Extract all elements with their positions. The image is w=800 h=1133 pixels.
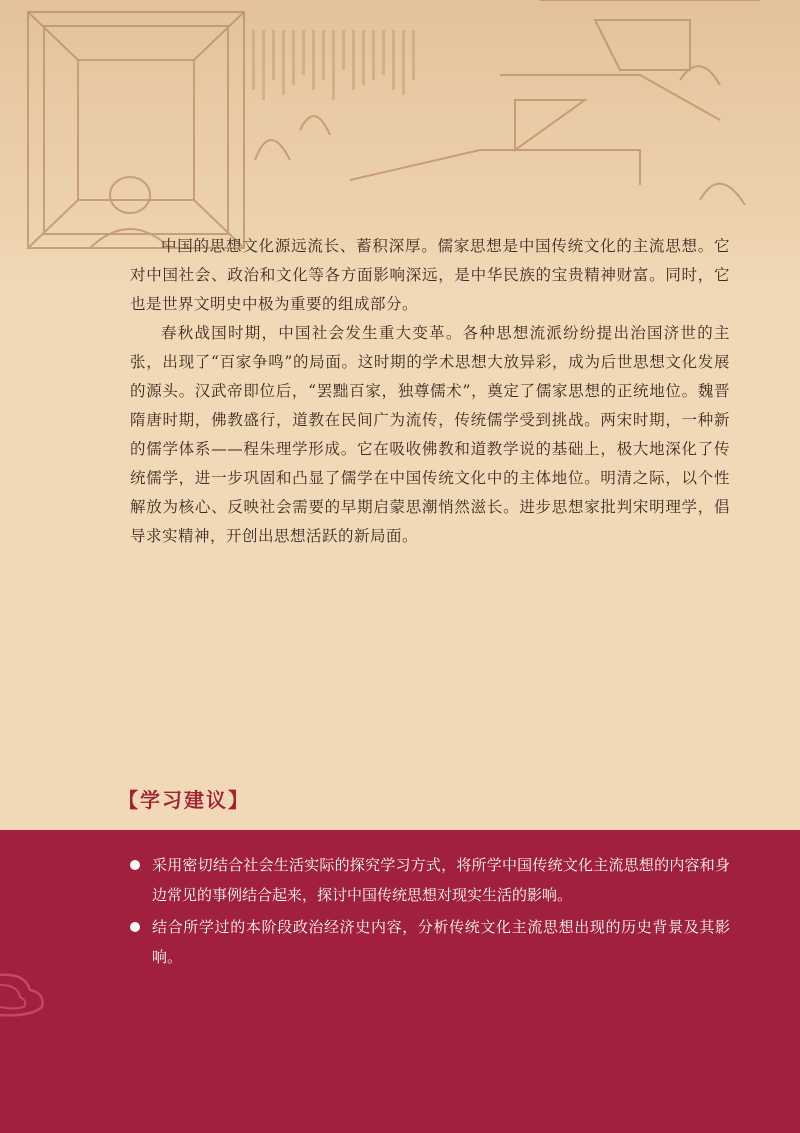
list-item — [130, 912, 730, 972]
bullet-icon — [130, 922, 140, 932]
list-item — [130, 850, 730, 910]
advice-text: 采用密切结合社会生活实际的探究学习方式，将所学中国传统文化主流思想的内容和身边常见的事例结合起来，探讨中国传统思想对现实生活的影响。 — [152, 856, 730, 904]
intro-text — [130, 232, 730, 551]
bullet-icon — [130, 860, 140, 870]
intro-paragraph: 中国的思想文化源远流长、蓄积深厚。儒家思想是中国传统文化的主流思想。它对中国社会、政治和文化等各方面影响深远，是中华民族的宝贵精神财富。同时，它也是世界文明史中极为重要的组成部分。 — [130, 237, 730, 313]
study-advice-heading: 【学习建议】 — [118, 788, 250, 812]
cloud-pattern-icon — [0, 935, 60, 1035]
study-advice-list — [130, 850, 730, 974]
study-advice-band — [0, 830, 800, 1133]
intro-paragraph: 春秋战国时期，中国社会发生重大变革。各种思想流派纷纷提出治国济世的主张，出现了“百家争鸣”的局面。这时期的学术思想大放异彩，成为后世思想文化发展的源头。汉武帝即位后，“罢黜百家，独尊儒术”，奠定了儒家思想的正统地位。魏晋隋唐时期，佛教盛行，道教在民间广为流传，传统儒学受到挑战。两宋时期，一种新的儒学体系——程朱理学形成。它在吸收佛教和道教学说的基础上，极大地深化了传统儒学，进一步巩固和凸显了儒学在中国传统文化中的主体地位。明清之际，以个性解放为核心、反映社会需要的早期启蒙思潮悄然滋长。进步思想家批判宋明理学，倡导求实精神，开创出思想活跃的新局面。 — [130, 324, 730, 545]
advice-text: 结合所学过的本阶段政治经济史内容，分析传统文化主流思想出现的历史背景及其影响。 — [152, 918, 730, 966]
